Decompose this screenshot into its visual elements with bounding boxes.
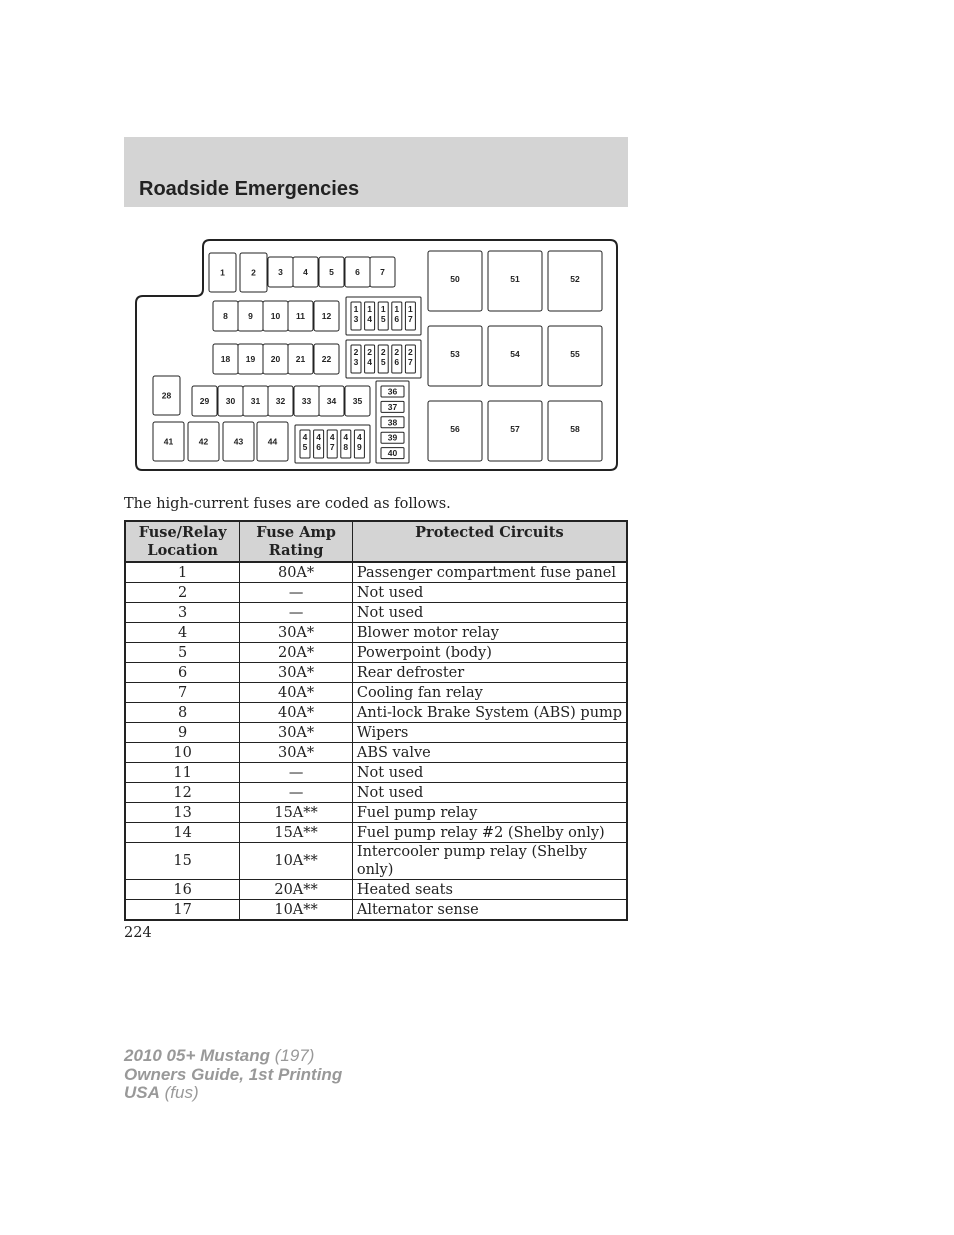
fuse-label: 41 <box>163 436 174 447</box>
mini-fuse-label: 1 6 <box>394 304 400 324</box>
mini-fuse-label: 1 4 <box>367 304 372 324</box>
page-number: 224 <box>124 925 152 941</box>
intro-text: The high-current fuses are coded as follows. <box>124 496 451 512</box>
fuse-label: 38 <box>387 417 398 428</box>
relay-label: 51 <box>510 274 520 284</box>
fuse-label: 10 <box>270 311 281 321</box>
cell-location: 17 <box>125 900 240 921</box>
relay-label: 54 <box>510 349 520 359</box>
cell-rating: 30A* <box>240 663 353 683</box>
document-footer: 2010 05+ Mustang (197) Owners Guide, 1st Printing USA (fus) <box>124 1046 343 1102</box>
relay-label: 50 <box>450 274 460 284</box>
mini-fuse-label: 4 6 <box>316 432 321 452</box>
table-row <box>125 683 627 703</box>
table-row <box>125 623 627 643</box>
mini-fuse-label: 1 3 <box>353 304 359 324</box>
mini-fuse-label: 1 7 <box>408 304 413 324</box>
fuse-label: 2 <box>251 267 256 278</box>
fuse-label: 8 <box>223 311 228 321</box>
fuse-label: 21 <box>295 354 306 364</box>
mini-fuse-label: 4 5 <box>302 432 308 452</box>
cell-rating: — <box>240 763 353 783</box>
fuse-label: 22 <box>321 354 332 364</box>
cell-rating: — <box>240 583 353 603</box>
cell-location: 11 <box>125 763 240 783</box>
cell-circuit: Not used <box>352 763 627 783</box>
cell-location: 12 <box>125 783 240 803</box>
cell-rating: 40A* <box>240 703 353 723</box>
cell-location: 14 <box>125 823 240 843</box>
table-row <box>125 643 627 663</box>
cell-circuit: Rear defroster <box>352 663 627 683</box>
fuse-label: 9 <box>248 311 253 321</box>
cell-location: 7 <box>125 683 240 703</box>
cell-circuit: Blower motor relay <box>352 623 627 643</box>
cell-rating: 15A** <box>240 823 353 843</box>
table-row <box>125 900 627 921</box>
relay-label: 53 <box>450 349 460 359</box>
cell-location: 10 <box>125 743 240 763</box>
fuse-label: 37 <box>387 401 398 412</box>
cell-rating: 30A* <box>240 623 353 643</box>
relay-label: 55 <box>570 349 580 359</box>
cell-rating: 40A* <box>240 683 353 703</box>
header-circuits: Protected Circuits <box>352 521 627 562</box>
cell-location: 16 <box>125 880 240 900</box>
relay-label: 56 <box>450 424 460 434</box>
relay-label: 52 <box>570 274 580 284</box>
cell-location: 3 <box>125 603 240 623</box>
cell-location: 13 <box>125 803 240 823</box>
section-title: Roadside Emergencies <box>139 178 360 200</box>
fuse-label: 32 <box>275 396 286 406</box>
cell-circuit: Not used <box>352 603 627 623</box>
cell-location: 9 <box>125 723 240 743</box>
cell-circuit: Intercooler pump relay (Shelby only) <box>352 843 627 880</box>
fuse-label: 30 <box>225 396 236 406</box>
table-row <box>125 823 627 843</box>
fuse-label: 31 <box>250 396 261 406</box>
fuse-label: 3 <box>278 267 283 277</box>
fuse-label: 20 <box>270 354 281 364</box>
cell-circuit: Heated seats <box>352 880 627 900</box>
fuse-label: 35 <box>352 396 363 406</box>
mini-fuse-label: 2 7 <box>408 347 413 367</box>
cell-location: 5 <box>125 643 240 663</box>
fuse-table <box>124 520 628 921</box>
mini-fuse-label: 2 5 <box>380 347 386 367</box>
cell-circuit: Cooling fan relay <box>352 683 627 703</box>
table-row <box>125 583 627 603</box>
cell-rating: 80A* <box>240 562 353 583</box>
mini-fuse-label: 1 5 <box>380 304 386 324</box>
table-row <box>125 880 627 900</box>
cell-rating: 20A** <box>240 880 353 900</box>
fuse-label: 4 <box>303 267 308 277</box>
fuse-label: 34 <box>326 396 337 406</box>
fuse-label: 18 <box>220 354 231 364</box>
table-row <box>125 603 627 623</box>
cell-location: 15 <box>125 843 240 880</box>
table-row <box>125 803 627 823</box>
cell-location: 1 <box>125 562 240 583</box>
fuse-label: 39 <box>387 432 398 443</box>
relay-label: 57 <box>510 424 520 434</box>
mini-fuse-label: 2 4 <box>367 347 372 367</box>
table-row <box>125 562 627 583</box>
fuse-label: 43 <box>233 436 244 447</box>
table-row <box>125 723 627 743</box>
cell-rating: 15A** <box>240 803 353 823</box>
cell-rating: 10A** <box>240 843 353 880</box>
cell-circuit: Wipers <box>352 723 627 743</box>
table-row <box>125 763 627 783</box>
mini-fuse-label: 4 9 <box>357 432 362 452</box>
cell-rating: — <box>240 603 353 623</box>
cell-location: 6 <box>125 663 240 683</box>
cell-rating: — <box>240 783 353 803</box>
table-header-row <box>125 521 627 562</box>
fuse-label: 19 <box>245 354 256 364</box>
cell-circuit: Fuel pump relay <box>352 803 627 823</box>
fuse-label: 28 <box>161 390 172 401</box>
fuse-label: 1 <box>220 267 225 278</box>
fuse-label: 29 <box>199 396 210 406</box>
cell-circuit: Passenger compartment fuse panel <box>352 562 627 583</box>
table-row <box>125 703 627 723</box>
cell-circuit: Powerpoint (body) <box>352 643 627 663</box>
fuse-label: 12 <box>321 311 332 321</box>
mini-fuse-label: 2 6 <box>394 347 400 367</box>
fuse-label: 33 <box>301 396 312 406</box>
fuse-label: 42 <box>198 436 209 447</box>
header-rating: Fuse Amp Rating <box>240 521 353 562</box>
table-row <box>125 663 627 683</box>
cell-circuit: Alternator sense <box>352 900 627 921</box>
cell-location: 4 <box>125 623 240 643</box>
cell-circuit: Not used <box>352 783 627 803</box>
fuse-label: 7 <box>380 267 385 277</box>
mini-fuse-label: 4 7 <box>329 432 335 452</box>
cell-location: 8 <box>125 703 240 723</box>
cell-circuit: Anti-lock Brake System (ABS) pump <box>352 703 627 723</box>
table-row <box>125 743 627 763</box>
relay-label: 58 <box>570 424 580 434</box>
fuse-label: 5 <box>329 267 334 277</box>
fuse-label: 11 <box>296 311 305 321</box>
cell-circuit: Fuel pump relay #2 (Shelby only) <box>352 823 627 843</box>
fuse-label: 44 <box>267 436 278 447</box>
cell-rating: 30A* <box>240 723 353 743</box>
table-row <box>125 783 627 803</box>
fuse-label: 40 <box>387 448 398 459</box>
mini-fuse-label: 2 3 <box>353 347 359 367</box>
table-row <box>125 843 627 880</box>
cell-location: 2 <box>125 583 240 603</box>
cell-rating: 30A* <box>240 743 353 763</box>
cell-rating: 20A* <box>240 643 353 663</box>
fuse-panel-diagram <box>130 235 620 475</box>
section-header-band <box>124 137 628 207</box>
header-location: Fuse/Relay Location <box>125 521 240 562</box>
mini-fuse-label: 4 8 <box>343 432 349 452</box>
fuse-label: 36 <box>387 386 398 397</box>
cell-rating: 10A** <box>240 900 353 921</box>
cell-circuit: ABS valve <box>352 743 627 763</box>
cell-circuit: Not used <box>352 583 627 603</box>
fuse-label: 6 <box>355 267 360 277</box>
